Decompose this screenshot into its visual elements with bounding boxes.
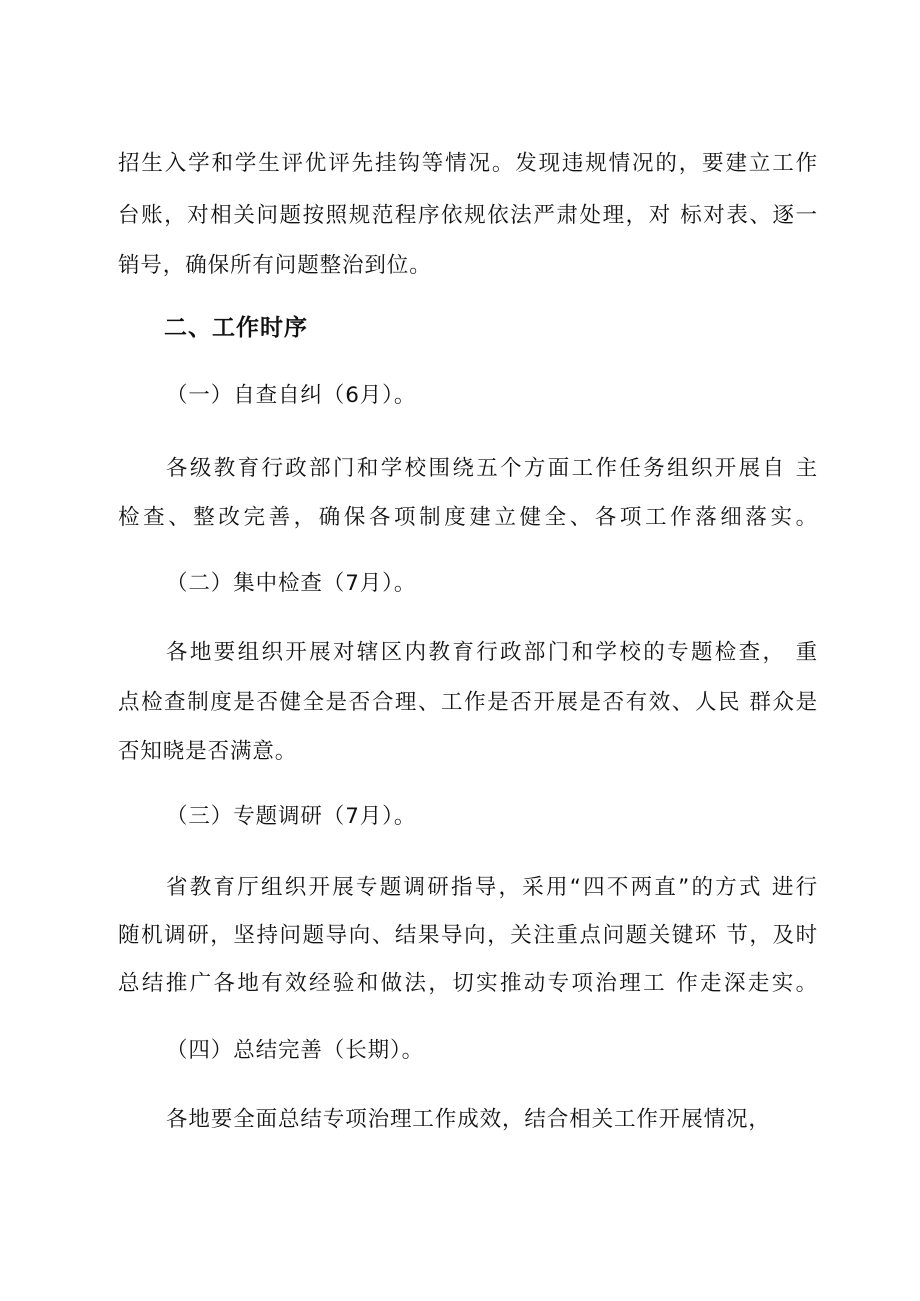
item-title: （二）集中检查（7月）。 — [166, 571, 417, 596]
section-heading: 二、工作时序 — [164, 315, 308, 341]
item-title: （一）自查自纠（6月）。 — [166, 383, 417, 408]
paragraph-line: 检查、整改完善，确保各项制度建立健全、各项工作落细落实。 — [118, 505, 818, 530]
paragraph-line: 台账，对相关问题按照规范程序依规依法严肃处理，对 标对表、逐一 — [118, 203, 818, 228]
paragraph-line: 否知晓是否满意。 — [118, 739, 298, 764]
paragraph-line: 各级教育行政部门和学校围绕五个方面工作任务组织开展自 主 — [166, 456, 818, 481]
paragraph-line: 总结推广各地有效经验和做法，切实推动专项治理工 作走深走实。 — [118, 971, 818, 996]
paragraph-line: 各地要全面总结专项治理工作成效，结合相关工作开展情况， — [166, 1107, 771, 1132]
paragraph-line: 招生入学和学生评优评先挂钩等情况。发现违规情况的，要建立工作 — [118, 151, 818, 176]
paragraph-line: 随机调研，坚持问题导向、结果导向，关注重点问题关键环 节，及时 — [118, 923, 818, 948]
item-title: （三）专题调研（7月）。 — [166, 804, 417, 829]
item-title: （四）总结完善（长期）。 — [166, 1038, 425, 1063]
paragraph-line: 销号，确保所有问题整治到位。 — [118, 253, 432, 278]
paragraph-line: 点检查制度是否健全是否合理、工作是否开展是否有效、人民 群众是 — [118, 690, 818, 715]
paragraph-line: 省教育厅组织开展专题调研指导，采用“四不两直”的方式 进行 — [166, 875, 818, 900]
paragraph-line: 各地要组织开展对辖区内教育行政部门和学校的专题检查， 重 — [166, 640, 818, 665]
